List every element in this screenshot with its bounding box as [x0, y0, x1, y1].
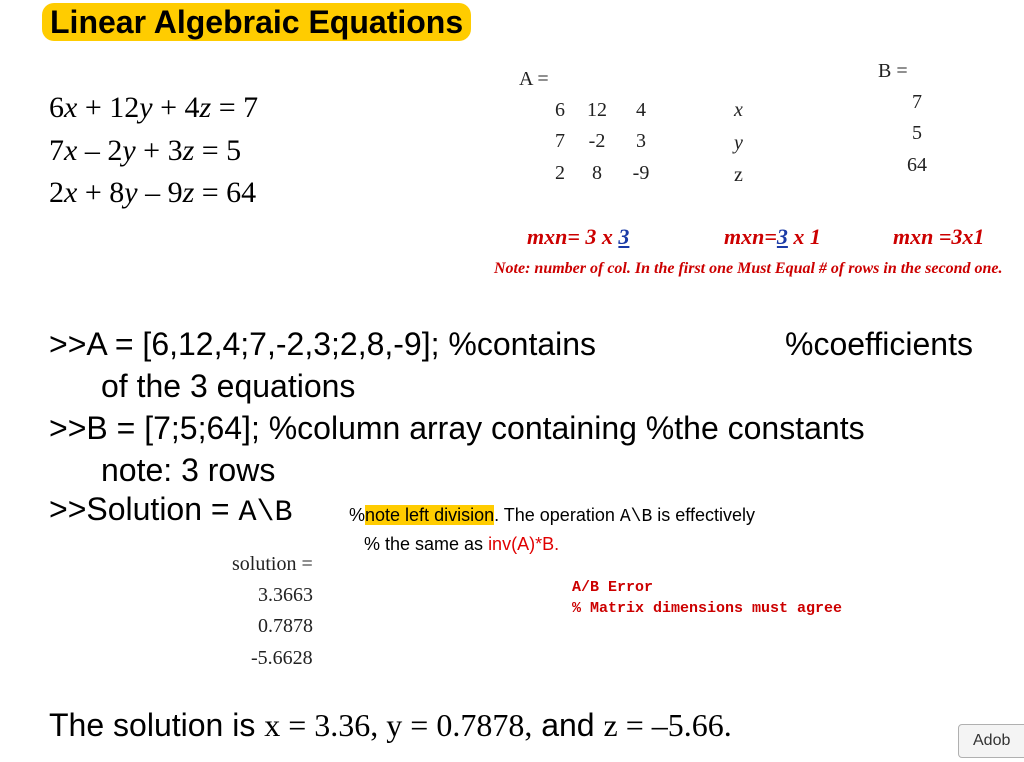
eq1-rhs: = 7	[211, 91, 259, 124]
mxn-b: mxn =3x1	[893, 224, 985, 249]
matrix-a-label: A =	[519, 68, 549, 90]
matrix-b-value-3: 64	[907, 154, 927, 176]
matrix-b-label: B =	[878, 60, 908, 82]
code-line-a-comment: %coefficients	[785, 326, 973, 362]
final-z: z = –5.66.	[603, 707, 732, 743]
matrix-a-cell: -9	[632, 162, 650, 184]
matrix-a-cell: 3	[636, 130, 646, 152]
code-line-b: >>B = [7;5;64]; %column array containing %the constants	[49, 410, 865, 446]
inverse-comment	[364, 533, 559, 555]
equation-2	[49, 134, 241, 168]
eq1-coef-z: + 4	[152, 91, 200, 124]
final-solution	[49, 703, 732, 747]
mxn-x-rows: 3	[776, 224, 788, 249]
solution-value-1: 3.3663	[258, 584, 313, 606]
matrix-a-cell: 8	[592, 162, 602, 184]
matrix-a-cell: 7	[555, 130, 565, 152]
eq2-var-y: y	[122, 134, 136, 167]
matrix-a-cell: 6	[555, 99, 565, 121]
eq3-var-y: y	[124, 176, 138, 209]
eq3-var-x: x	[64, 176, 78, 209]
eq2-coef-y: – 2	[77, 134, 123, 167]
code-line-solution	[49, 489, 293, 533]
left-division-comment	[349, 504, 755, 528]
vector-x-2: y	[734, 132, 743, 154]
eq3-rhs: = 64	[194, 176, 257, 209]
matrix-a-row-1	[545, 98, 663, 122]
vector-x-1: x	[734, 99, 743, 121]
equation-1	[49, 91, 258, 125]
highlighted-note: note left division	[365, 505, 495, 525]
eq3-coef-y: + 8	[77, 176, 125, 209]
matrix-b-value-2: 5	[912, 122, 922, 144]
mxn-a-prefix: mxn= 3 x	[527, 224, 619, 249]
mxn-x	[724, 224, 821, 250]
solution-label: solution =	[232, 553, 313, 575]
inverse-code: inv(A)*B.	[488, 534, 560, 554]
code-line-b-note: note: 3 rows	[101, 452, 276, 488]
eq2-var-x: x	[64, 134, 78, 167]
matrix-a-cell: 12	[587, 99, 607, 121]
matrix-a-cell: 4	[636, 99, 646, 121]
eq1-var-z: z	[199, 91, 212, 124]
code-line-a: >>A = [6,12,4;7,-2,3;2,8,-9]; %contains	[49, 326, 597, 362]
eq2-coef-x: 7	[49, 134, 64, 167]
final-y: y = 0.7878,	[386, 707, 533, 743]
eq2-coef-z: + 3	[135, 134, 183, 167]
page-title: Linear Algebraic Equations	[42, 3, 471, 41]
matrix-a-row-3	[545, 161, 663, 185]
final-x: x = 3.36,	[264, 707, 387, 743]
equation-3	[49, 176, 256, 210]
comment-tail: is effectively	[652, 505, 755, 525]
eq3-var-z: z	[182, 176, 195, 209]
mxn-a	[527, 224, 629, 250]
eq3-coef-z: – 9	[137, 176, 183, 209]
mxn-a-cols: 3	[618, 224, 630, 249]
dimension-note: Note: number of col. In the first one Must Equal # of rows in the second one.	[494, 260, 1003, 277]
final-prefix: The solution is	[49, 707, 265, 743]
eq1-coef-x: 6	[49, 91, 64, 124]
error-message: % Matrix dimensions must agree	[572, 600, 843, 617]
eq1-var-x: x	[64, 91, 78, 124]
eq2-var-z: z	[182, 134, 195, 167]
code-line-a-continuation: of the 3 equations	[101, 368, 356, 404]
comment-percent: %	[349, 505, 366, 525]
matrix-a-cell: 2	[555, 162, 565, 184]
solution-value-2: 0.7878	[258, 615, 313, 637]
eq2-rhs: = 5	[194, 134, 242, 167]
matrix-a-row-2	[545, 129, 663, 153]
comment-code: A\B	[619, 507, 653, 527]
matrix-a-cell: -2	[588, 130, 606, 152]
left-division-code: A\B	[238, 496, 293, 530]
eq1-var-y: y	[139, 91, 153, 124]
matrix-b-value-1: 7	[912, 91, 922, 113]
eq3-coef-x: 2	[49, 176, 64, 209]
eq1-coef-y: + 12	[77, 91, 140, 124]
comment-text: . The operation	[494, 505, 620, 525]
mxn-x-suffix: x 1	[787, 224, 821, 249]
adobe-button[interactable]: Adob	[958, 724, 1024, 758]
vector-x-3: z	[734, 164, 743, 186]
inverse-comment-text: % the same as	[364, 534, 489, 554]
mxn-x-prefix: mxn=	[724, 224, 777, 249]
final-and: and	[532, 707, 604, 743]
error-title: A/B Error	[572, 579, 654, 596]
solution-assignment: >>Solution =	[49, 491, 239, 527]
solution-value-3: -5.6628	[251, 647, 313, 669]
